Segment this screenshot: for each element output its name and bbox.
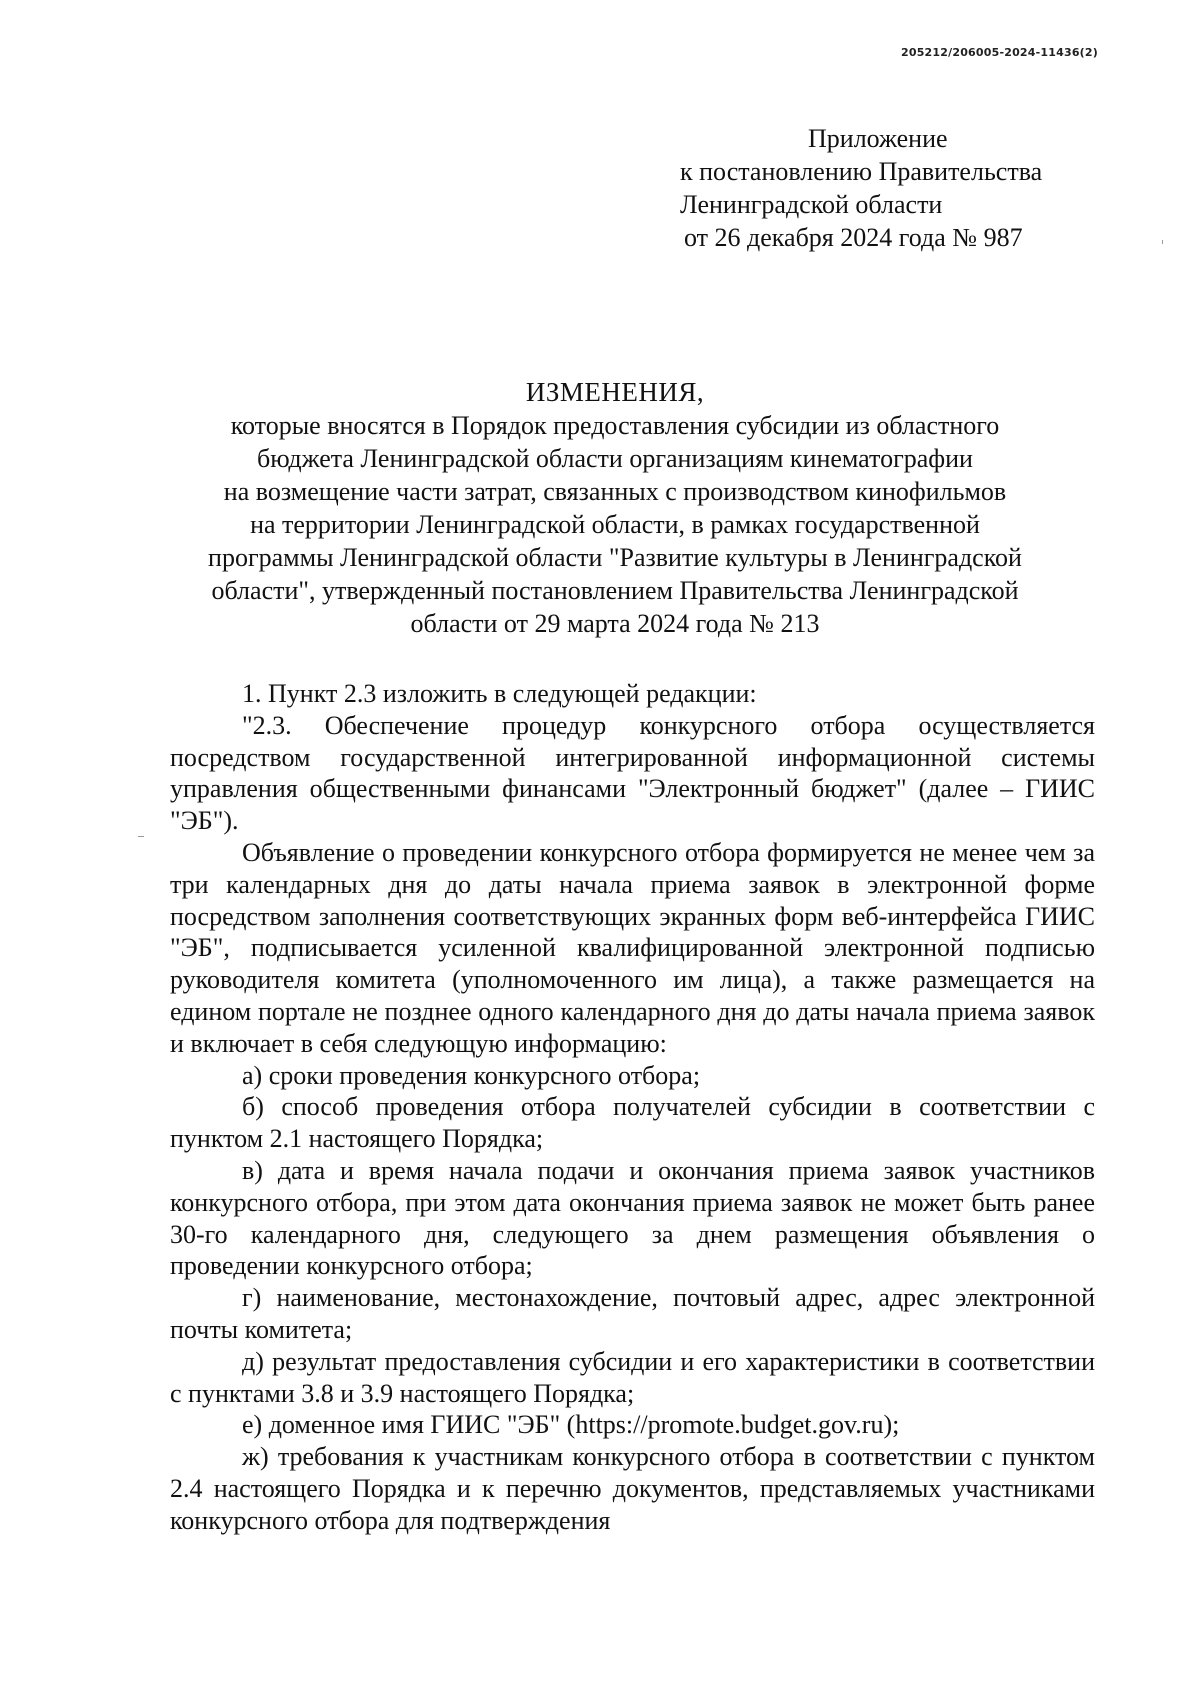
heading-title: ИЗМЕНЕНИЯ,	[525, 377, 705, 407]
appendix-line: от 26 декабря 2024 года № 987	[684, 223, 1023, 252]
appendix-line: Ленинградской области	[680, 190, 943, 219]
body-paragraph: в) дата и время начала подачи и окончания приема заявок участников конкурсного отбора, при этом дата окончания приема заявок не может быть ранее 30-го календарного дня, следующего за днем размещения объявления о проведении конкурсного отбора;	[170, 1155, 1095, 1281]
heading-line: на территории Ленинградской области, в рамках государственной	[250, 510, 980, 539]
heading-line: области от 29 марта 2024 года № 213	[410, 609, 820, 638]
heading-line: на возмещение части затрат, связанных с производством кинофильмов	[223, 477, 1007, 506]
document-id: 205212/206005-2024-11436(2)	[901, 46, 1098, 59]
document-body	[170, 678, 1095, 1537]
heading-line: бюджета Ленинградской области организациям кинематографии	[257, 444, 973, 473]
appendix-line: к постановлению Правительства	[680, 157, 1043, 186]
scan-speck	[138, 836, 144, 837]
body-paragraph: 1. Пункт 2.3 изложить в следующей редакции:	[242, 679, 757, 708]
body-paragraph: б) способ проведения отбора получателей субсидии в соответствии с пунктом 2.1 настоящего Порядка;	[170, 1092, 1095, 1154]
body-paragraph: а) сроки проведения конкурсного отбора;	[242, 1060, 701, 1090]
heading-line: программы Ленинградской области "Развитие культуры в Ленинградской	[208, 543, 1022, 572]
body-paragraph: г) наименование, местонахождение, почтовый адрес, адрес электронной почты комитета;	[170, 1283, 1095, 1344]
document-heading	[150, 376, 1080, 640]
heading-line: которые вносятся в Порядок предоставления субсидии из областного	[230, 411, 1000, 440]
body-paragraph: д) результат предоставления субсидии и его характеристики в соответствии с пунктами 3.8 и 3.9 настоящего Порядка;	[170, 1346, 1095, 1408]
body-paragraph: Объявление о проведении конкурсного отбора формируется не менее чем за три календарных дня до даты начала приема заявок в электронной форме посредством заполнения соответствующих экранных форм веб-интерфейса ГИИС "ЭБ", подписывается усиленной квалифицированной электронной подписью руководителя комитета (уполномоченного им лица), а также размещается на едином портале не позднее одного календарного дня до даты начала приема заявок и включает в себя следующую информацию:	[170, 837, 1095, 1058]
body-paragraph: "2.3. Обеспечение процедур конкурсного отбора осуществляется посредством государственной интегрированной информационной системы управления общественными финансами "Электронный бюджет" (далее – ГИИС "ЭБ").	[170, 710, 1095, 836]
body-paragraph: ж) требования к участникам конкурсного отбора в соответствии с пунктом 2.4 настоящего Порядка и к перечню документов, представляемых участниками конкурсного отбора для подтверждения	[170, 1442, 1095, 1535]
scan-speck	[1162, 240, 1163, 244]
appendix-block	[680, 122, 1042, 254]
body-paragraph: е) доменное имя ГИИС "ЭБ" (https://promote.budget.gov.ru);	[242, 1410, 900, 1440]
heading-line: области", утвержденный постановлением Правительства Ленинградской	[211, 576, 1019, 605]
appendix-line: Приложение	[808, 124, 948, 153]
